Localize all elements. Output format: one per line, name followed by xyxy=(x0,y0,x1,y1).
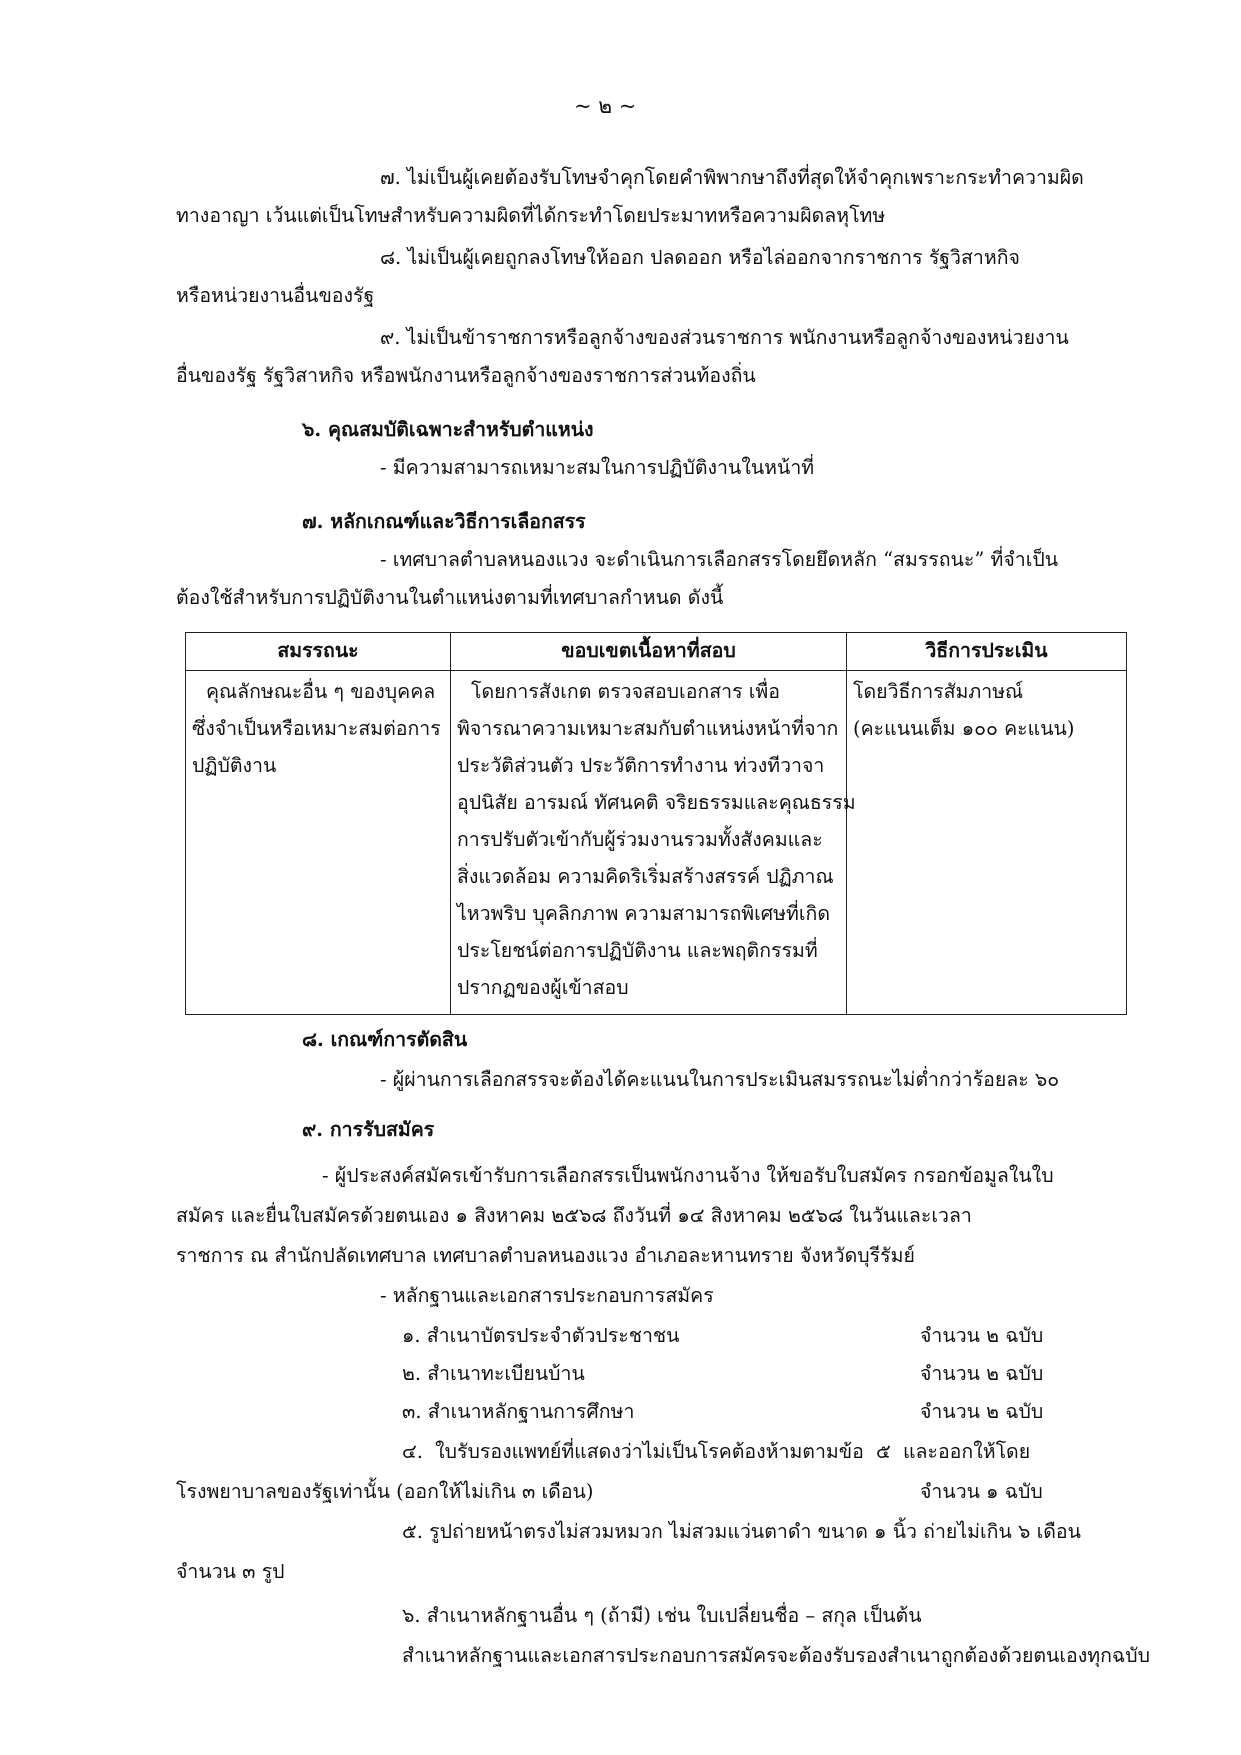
document-4-quantity: จำนวน ๑ ฉบับ xyxy=(920,1480,1043,1503)
cell-competency xyxy=(186,671,451,1015)
section-7-line-2: ต้องใช้สำหรับการปฏิบัติงานในตำแหน่งตามที่เทศบาลกำหนด ดังนี้ xyxy=(176,586,724,609)
document-1-quantity: จำนวน ๒ ฉบับ xyxy=(920,1324,1044,1347)
cell-line: โดยวิธีการสัมภาษณ์ xyxy=(853,680,1024,703)
cell-line: ไหวพริบ บุคลิกภาพ ความสามารถพิเศษที่เกิด xyxy=(457,902,831,925)
header-evaluation-method: วิธีการประเมิน xyxy=(847,633,1127,671)
section-6-item: - มีความสามารถเหมาะสมในการปฏิบัติงานในหน้าที่ xyxy=(380,456,815,479)
qualification-7-line-2: ทางอาญา เว้นแต่เป็นโทษสำหรับความผิดที่ได้กระทำโดยประมาทหรือความผิดลหุโทษ xyxy=(176,204,886,227)
cell-line: ปฏิบัติงาน xyxy=(192,754,277,777)
document-2-label: ๒. สำเนาทะเบียนบ้าน xyxy=(402,1362,585,1385)
competency-table xyxy=(185,632,1127,1015)
section-7-title: ๗. หลักเกณฑ์และวิธีการเลือกสรร xyxy=(302,510,586,533)
cell-line: สิ่งแวดล้อม ความคิดริเริ่มสร้างสรรค์ ปฏิภาณ xyxy=(457,865,834,888)
section-8-item: - ผู้ผ่านการเลือกสรรจะต้องได้คะแนนในการประเมินสมรรถนะไม่ต่ำกว่าร้อยละ ๖๐ xyxy=(380,1068,1060,1091)
document-1-label: ๑. สำเนาบัตรประจำตัวประชาชน xyxy=(402,1324,680,1347)
cell-exam-scope xyxy=(451,671,856,1015)
document-3-label: ๓. สำเนาหลักฐานการศึกษา xyxy=(402,1400,635,1423)
section-6-title: ๖. คุณสมบัติเฉพาะสำหรับตำแหน่ง xyxy=(302,418,594,441)
cell-evaluation-method xyxy=(847,671,1127,1015)
document-3-quantity: จำนวน ๒ ฉบับ xyxy=(920,1400,1044,1423)
cell-line: พิจารณาความเหมาะสมกับตำแหน่งหน้าที่จาก xyxy=(457,717,839,740)
document-5-line-1: ๕. รูปถ่ายหน้าตรงไม่สวมหมวก ไม่สวมแว่นตาดำ ขนาด ๑ นิ้ว ถ่ายไม่เกิน ๖ เดือน xyxy=(402,1520,1081,1543)
document-4-line-2: โรงพยาบาลของรัฐเท่านั้น (ออกให้ไม่เกิน ๓ เดือน) xyxy=(176,1480,594,1503)
document-2-quantity: จำนวน ๒ ฉบับ xyxy=(920,1362,1044,1385)
cell-line: การปรับตัวเข้ากับผู้ร่วมงานรวมทั้งสังคมและ xyxy=(457,828,823,851)
document-6: ๖. สำเนาหลักฐานอื่น ๆ (ถ้ามี) เช่น ใบเปลี่ยนชื่อ – สกุล เป็นต้น xyxy=(402,1604,922,1627)
section-9-title: ๙. การรับสมัคร xyxy=(302,1118,435,1141)
section-8-title: ๘. เกณฑ์การตัดสิน xyxy=(302,1028,468,1051)
qualification-7-line-1: ๗. ไม่เป็นผู้เคยต้องรับโทษจำคุกโดยคำพิพากษาถึงที่สุดให้จำคุกเพราะกระทำความผิด xyxy=(380,166,1084,189)
documents-title: - หลักฐานและเอกสารประกอบการสมัคร xyxy=(380,1284,714,1307)
cell-line: อุปนิสัย อารมณ์ ทัศนคติ จริยธรรมและคุณธรรม xyxy=(457,791,856,814)
document-5-line-2: จำนวน ๓ รูป xyxy=(176,1560,285,1583)
section-9-line-3: ราชการ ณ สำนักปลัดเทศบาล เทศบาลตำบลหนองแวง อำเภอละหานทราย จังหวัดบุรีรัมย์ xyxy=(176,1244,915,1267)
section-9-line-2: สมัคร และยื่นใบสมัครด้วยตนเอง ๑ สิงหาคม ๒๕๖๘ ถึงวันที่ ๑๔ สิงหาคม ๒๕๖๘ ในวันและเวลา xyxy=(176,1204,972,1227)
section-7-line-1: - เทศบาลตำบลหนองแวง จะดำเนินการเลือกสรรโดยยึดหลัก “สมรรถนะ” ที่จำเป็น xyxy=(380,548,1059,571)
cell-line: (คะแนนเต็ม ๑๐๐ คะแนน) xyxy=(853,717,1075,740)
header-competency: สมรรถนะ xyxy=(186,633,451,671)
qualification-8-line-1: ๘. ไม่เป็นผู้เคยถูกลงโทษให้ออก ปลดออก หรือไล่ออกจากราชการ รัฐวิสาหกิจ xyxy=(380,246,1020,269)
qualification-8-line-2: หรือหน่วยงานอื่นของรัฐ xyxy=(176,284,375,307)
qualification-9-line-2: อื่นของรัฐ รัฐวิสาหกิจ หรือพนักงานหรือลูกจ้างของราชการส่วนท้องถิ่น xyxy=(176,364,756,387)
qualification-9-line-1: ๙. ไม่เป็นข้าราชการหรือลูกจ้างของส่วนราชการ พนักงานหรือลูกจ้างของหน่วยงาน xyxy=(380,326,1069,349)
table-header-row xyxy=(186,633,1127,671)
header-exam-scope: ขอบเขตเนื้อหาที่สอบ xyxy=(451,633,847,671)
cell-line: คุณลักษณะอื่น ๆ ของบุคคล xyxy=(206,680,436,703)
section-9-line-1: - ผู้ประสงค์สมัครเข้ารับการเลือกสรรเป็นพนักงานจ้าง ให้ขอรับใบสมัคร กรอกข้อมูลในใบ xyxy=(322,1164,1054,1187)
certification-note: สำเนาหลักฐานและเอกสารประกอบการสมัครจะต้องรับรองสำเนาถูกต้องด้วยตนเองทุกฉบับ xyxy=(402,1644,1150,1667)
page-number: ~ ๒ ~ xyxy=(574,94,637,118)
document-4-line-1: ๔. ใบรับรองแพทย์ที่แสดงว่าไม่เป็นโรคต้องห้ามตามข้อ ๕ และออกให้โดย xyxy=(402,1440,1031,1463)
cell-line: ซึ่งจำเป็นหรือเหมาะสมต่อการ xyxy=(192,717,441,740)
cell-line: ประวัติส่วนตัว ประวัติการทำงาน ท่วงทีวาจา xyxy=(457,754,825,777)
cell-line: โดยการสังเกต ตรวจสอบเอกสาร เพื่อ xyxy=(471,680,780,703)
cell-line: ปรากฏของผู้เข้าสอบ xyxy=(457,976,629,999)
table-row xyxy=(186,671,1127,1015)
cell-line: ประโยชน์ต่อการปฏิบัติงาน และพฤติกรรมที่ xyxy=(457,939,818,962)
